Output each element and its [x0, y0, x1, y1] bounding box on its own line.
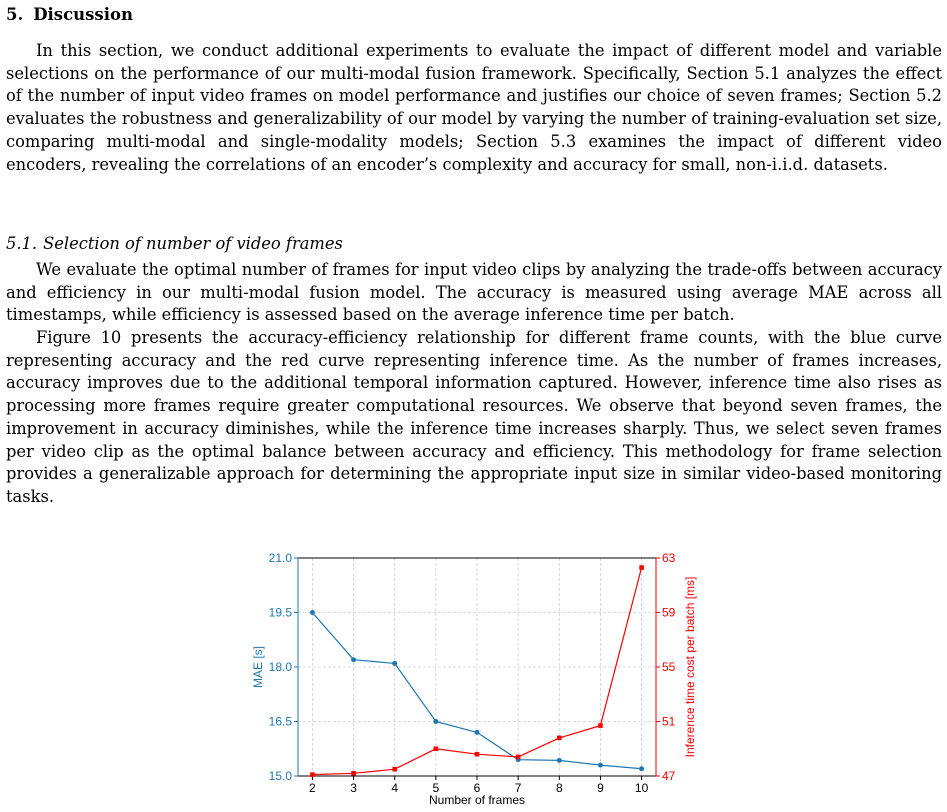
- x-tick-label: 6: [473, 781, 481, 795]
- right-tick-label: 63: [662, 551, 676, 565]
- x-tick-label: 4: [391, 781, 399, 795]
- frames-tradeoff-chart: [240, 548, 710, 810]
- x-tick-label: 7: [514, 781, 522, 795]
- mae-point: [475, 730, 480, 735]
- inference-time-point: [392, 767, 397, 772]
- inference-time-point: [351, 771, 356, 776]
- mae-point: [351, 657, 356, 662]
- paragraph-figure-discussion: Figure 10 presents the accuracy-efficiency relationship for different frame counts, with the blue curve representing accuracy and the red curve representing inference time. As the number of frames increases, accuracy improves due to the additional temporal information captured. However, inference time also rises as processing more frames require greater computational resources. We observe that beyond seven frames, the improvement in accuracy diminishes, while the inference time increases sharply. Thus, we select seven frames per video clip as the optimal balance between accuracy and efficiency. This methodology for frame selection provides a generalizable approach for determining the appropriate input size in similar video-based monitoring tasks.: [6, 328, 942, 506]
- subsection-title: Selection of number of video frames: [43, 234, 343, 253]
- inference-time-point: [557, 736, 562, 741]
- subsection-number: 5.1.: [6, 234, 38, 253]
- right-axis-label: Inference time cost per batch [ms]: [683, 576, 697, 758]
- mae-point: [639, 766, 644, 771]
- x-tick-label: 5: [432, 781, 440, 795]
- left-tick-label: 19.5: [268, 605, 292, 620]
- right-tick-label: 47: [662, 769, 676, 783]
- mae-point: [598, 763, 603, 768]
- x-tick-label: 10: [634, 781, 649, 795]
- inference-time-point: [310, 772, 315, 777]
- x-tick-label: 2: [309, 781, 316, 795]
- section-title: Discussion: [33, 5, 133, 24]
- inference-time-point: [639, 565, 644, 570]
- inference-time-point: [475, 752, 480, 757]
- left-tick-label: 18.0: [268, 660, 292, 674]
- mae-point: [392, 661, 397, 666]
- section-intro-paragraph: In this section, we conduct additional experiments to evaluate the impact of different model and variable selections on the performance of our multi-modal fusion framework. Specifically, Section 5.1 analyzes the effect of the number of input video frames on model performance and justifies our choice of seven frames; Section 5.2 evaluates the robustness and generalizability of our model by varying the number of training-evaluation set size, comparing multi-modal and single-modality models; Section 5.3 examines the impact of different video encoders, revealing the correlations of an encoder’s complexity and accuracy for small, non-i.i.d. datasets.: [6, 41, 942, 174]
- subsection-heading: [6, 233, 343, 255]
- inference-time-point: [516, 755, 521, 760]
- paragraph-frame-tradeoff: We evaluate the optimal number of frames for input video clips by analyzing the trade-offs between accuracy and efficiency in our multi-modal fusion model. The accuracy is measured using average MAE across all timestamps, while efficiency is assessed based on the average inference time per batch.: [6, 260, 942, 325]
- mae-point: [433, 719, 438, 724]
- mae-point: [557, 758, 562, 763]
- mae-point: [310, 610, 315, 615]
- inference-time-point: [434, 746, 439, 751]
- inference-time-point: [598, 723, 603, 728]
- x-tick-label: 9: [597, 781, 604, 795]
- left-tick-label: 15.0: [268, 769, 292, 783]
- right-tick-label: 51: [662, 714, 676, 729]
- x-tick-label: 3: [350, 781, 357, 795]
- left-tick-label: 21.0: [268, 551, 292, 565]
- x-tick-label: 8: [555, 781, 563, 795]
- section-number: 5.: [6, 5, 24, 24]
- left-axis-label: MAE [s]: [251, 645, 265, 689]
- right-tick-label: 59: [662, 605, 676, 620]
- x-axis-label: Number of frames: [428, 793, 526, 807]
- section-heading: [6, 4, 133, 26]
- right-tick-label: 55: [662, 660, 676, 674]
- left-tick-label: 16.5: [268, 714, 292, 729]
